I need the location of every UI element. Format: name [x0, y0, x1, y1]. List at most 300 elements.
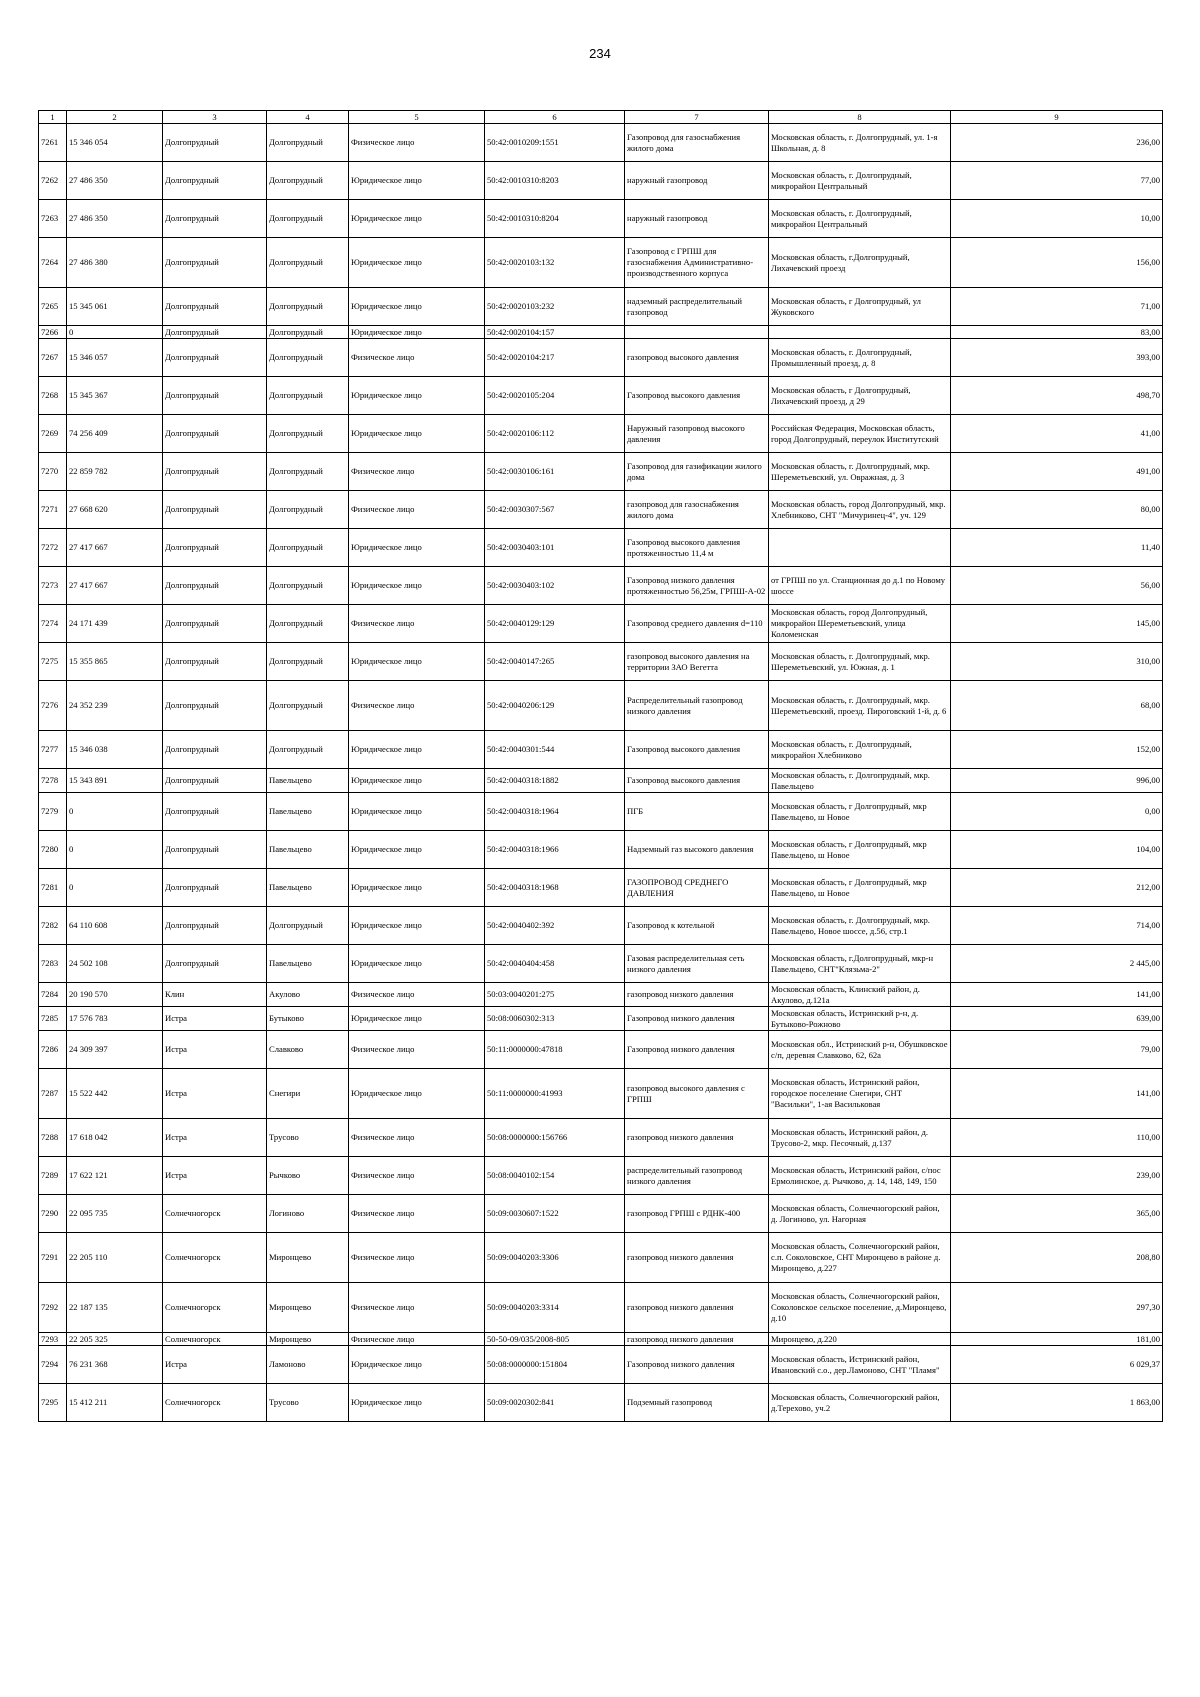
code-cell: 0 [67, 869, 163, 907]
owner-type-cell: Физическое лицо [349, 491, 485, 529]
owner-type-cell: Юридическое лицо [349, 907, 485, 945]
object-name-cell: Газопровод высокого давления протяженностью 11,4 м [625, 529, 769, 567]
owner-type-cell: Физическое лицо [349, 983, 485, 1007]
district-cell: Долгопрудный [163, 907, 267, 945]
object-name-cell: Газопровод низкого давления [625, 1031, 769, 1069]
settlement-cell: Ламоново [267, 1346, 349, 1384]
value-cell: 2 445,00 [951, 945, 1163, 983]
district-cell: Истра [163, 1031, 267, 1069]
owner-type-cell: Физическое лицо [349, 1119, 485, 1157]
district-cell: Клин [163, 983, 267, 1007]
table-row [39, 831, 1163, 869]
settlement-cell: Миронцево [267, 1283, 349, 1333]
settlement-cell: Бутыково [267, 1007, 349, 1031]
object-name-cell: газопровод высокого давления на территории ЗАО Вегетта [625, 643, 769, 681]
district-cell: Долгопрудный [163, 731, 267, 769]
code-cell: 15 412 211 [67, 1384, 163, 1422]
address-cell: Московская область, г. Долгопрудный, ул. 1-я Школьная, д. 8 [769, 124, 951, 162]
table-row [39, 1333, 1163, 1346]
district-cell: Солнечногорск [163, 1233, 267, 1283]
value-cell: 145,00 [951, 605, 1163, 643]
table-row [39, 1195, 1163, 1233]
value-cell: 491,00 [951, 453, 1163, 491]
code-cell: 15 346 038 [67, 731, 163, 769]
row-number-cell: 7285 [39, 1007, 67, 1031]
settlement-cell: Долгопрудный [267, 238, 349, 288]
object-name-cell: Газопровод с ГРПШ для газоснабжения Административно-производственного корпуса [625, 238, 769, 288]
registry-table [38, 110, 1163, 1422]
district-cell: Долгопрудный [163, 643, 267, 681]
row-number-cell: 7283 [39, 945, 67, 983]
code-cell: 27 417 667 [67, 567, 163, 605]
column-header: 4 [267, 111, 349, 124]
district-cell: Долгопрудный [163, 567, 267, 605]
table-row [39, 869, 1163, 907]
object-name-cell: Подземный газопровод [625, 1384, 769, 1422]
column-header: 3 [163, 111, 267, 124]
table-row [39, 288, 1163, 326]
settlement-cell: Миронцево [267, 1333, 349, 1346]
value-cell: 1 863,00 [951, 1384, 1163, 1422]
address-cell: Московская область, Истринский район, с/пос Ермолинское, д. Рычково, д. 14, 148, 149, 150 [769, 1157, 951, 1195]
address-cell: Московская область, г. Долгопрудный, мкр. Павельцево, Новое шоссе, д.56, стр.1 [769, 907, 951, 945]
settlement-cell: Долгопрудный [267, 529, 349, 567]
cadastral-number-cell: 50:09:0040203:3306 [485, 1233, 625, 1283]
code-cell: 15 345 061 [67, 288, 163, 326]
column-header: 1 [39, 111, 67, 124]
address-cell: Московская область, г Долгопрудный, мкр Павельцево, ш Новое [769, 869, 951, 907]
settlement-cell: Долгопрудный [267, 162, 349, 200]
row-number-cell: 7286 [39, 1031, 67, 1069]
owner-type-cell: Юридическое лицо [349, 415, 485, 453]
address-cell: Московская область, Истринский район, городское поселение Снегири, СНТ "Васильки", 1-ая Васильковая [769, 1069, 951, 1119]
table-header [39, 111, 1163, 124]
settlement-cell: Долгопрудный [267, 907, 349, 945]
address-cell: от ГРПШ по ул. Станционная до д.1 по Новому шоссе [769, 567, 951, 605]
owner-type-cell: Юридическое лицо [349, 831, 485, 869]
cadastral-number-cell: 50:42:0040402:392 [485, 907, 625, 945]
address-cell: Московская область, Солнечногорский район, с.п. Соколовское, СНТ Миронцево в районе д. Миронцево, д.227 [769, 1233, 951, 1283]
address-cell: Московская область, г Долгопрудный, ул Жуковского [769, 288, 951, 326]
value-cell: 498,70 [951, 377, 1163, 415]
owner-type-cell: Физическое лицо [349, 1283, 485, 1333]
cadastral-number-cell: 50:42:0040129:129 [485, 605, 625, 643]
district-cell: Истра [163, 1007, 267, 1031]
address-cell: Московская область, г Долгопрудный, Лихачевский проезд, д 29 [769, 377, 951, 415]
table-row [39, 1031, 1163, 1069]
address-cell: Московская область, Истринский р-н, д. Бутыково-Рожново [769, 1007, 951, 1031]
settlement-cell: Долгопрудный [267, 326, 349, 339]
row-number-cell: 7293 [39, 1333, 67, 1346]
cadastral-number-cell: 50:42:0030307:567 [485, 491, 625, 529]
code-cell: 15 343 891 [67, 769, 163, 793]
column-header: 6 [485, 111, 625, 124]
cadastral-number-cell: 50:42:0040318:1964 [485, 793, 625, 831]
object-name-cell: Газопровод для газификации жилого дома [625, 453, 769, 491]
value-cell: 10,00 [951, 200, 1163, 238]
address-cell: Миронцево, д.220 [769, 1333, 951, 1346]
owner-type-cell: Юридическое лицо [349, 529, 485, 567]
object-name-cell: Газопровод высокого давления [625, 769, 769, 793]
settlement-cell: Логиново [267, 1195, 349, 1233]
settlement-cell: Долгопрудный [267, 731, 349, 769]
object-name-cell: надземный распределительный газопровод [625, 288, 769, 326]
object-name-cell: газопровод низкого давления [625, 983, 769, 1007]
district-cell: Долгопрудный [163, 769, 267, 793]
code-cell: 15 355 865 [67, 643, 163, 681]
district-cell: Истра [163, 1157, 267, 1195]
owner-type-cell: Юридическое лицо [349, 238, 485, 288]
code-cell: 17 576 783 [67, 1007, 163, 1031]
settlement-cell: Славково [267, 1031, 349, 1069]
settlement-cell: Рычково [267, 1157, 349, 1195]
address-cell: Московская область, г Долгопрудный, мкр Павельцево, ш Новое [769, 831, 951, 869]
table-row [39, 238, 1163, 288]
table-row [39, 1069, 1163, 1119]
settlement-cell: Трусово [267, 1119, 349, 1157]
address-cell [769, 529, 951, 567]
table-row [39, 1157, 1163, 1195]
cadastral-number-cell: 50:42:0040318:1882 [485, 769, 625, 793]
settlement-cell: Долгопрудный [267, 339, 349, 377]
address-cell [769, 326, 951, 339]
value-cell: 11,40 [951, 529, 1163, 567]
settlement-cell: Долгопрудный [267, 453, 349, 491]
owner-type-cell: Физическое лицо [349, 124, 485, 162]
table-row [39, 162, 1163, 200]
district-cell: Долгопрудный [163, 326, 267, 339]
address-cell: Российская Федерация, Московская область, город Долгопрудный, переулок Институтский [769, 415, 951, 453]
district-cell: Солнечногорск [163, 1333, 267, 1346]
owner-type-cell: Юридическое лицо [349, 869, 485, 907]
cadastral-number-cell: 50:42:0020104:157 [485, 326, 625, 339]
district-cell: Долгопрудный [163, 415, 267, 453]
code-cell: 0 [67, 326, 163, 339]
address-cell: Московская область, г. Долгопрудный, мкр. Шереметьевский, ул. Южная, д. 1 [769, 643, 951, 681]
row-number-cell: 7282 [39, 907, 67, 945]
table-row [39, 643, 1163, 681]
value-cell: 156,00 [951, 238, 1163, 288]
district-cell: Долгопрудный [163, 339, 267, 377]
code-cell: 15 345 367 [67, 377, 163, 415]
object-name-cell: Газовая распределительная сеть низкого давления [625, 945, 769, 983]
district-cell: Истра [163, 1069, 267, 1119]
code-cell: 24 502 108 [67, 945, 163, 983]
settlement-cell: Трусово [267, 1384, 349, 1422]
code-cell: 24 352 239 [67, 681, 163, 731]
object-name-cell: Распределительный газопровод низкого давления [625, 681, 769, 731]
table-row [39, 731, 1163, 769]
settlement-cell: Павельцево [267, 769, 349, 793]
object-name-cell: Газопровод высокого давления [625, 377, 769, 415]
owner-type-cell: Юридическое лицо [349, 162, 485, 200]
owner-type-cell: Юридическое лицо [349, 793, 485, 831]
row-number-cell: 7278 [39, 769, 67, 793]
code-cell: 27 486 350 [67, 200, 163, 238]
district-cell: Долгопрудный [163, 491, 267, 529]
row-number-cell: 7280 [39, 831, 67, 869]
value-cell: 393,00 [951, 339, 1163, 377]
column-header: 2 [67, 111, 163, 124]
object-name-cell: газопровод ГРПШ с РДНК-400 [625, 1195, 769, 1233]
address-cell: Московская область, г Долгопрудный, мкр Павельцево, ш Новое [769, 793, 951, 831]
value-cell: 0,00 [951, 793, 1163, 831]
address-cell: Московская область, Солнечногорский район, д.Терехово, уч.2 [769, 1384, 951, 1422]
object-name-cell: Газопровод для газоснабжения жилого дома [625, 124, 769, 162]
object-name-cell: Наружный газопровод высокого давления [625, 415, 769, 453]
table-row [39, 339, 1163, 377]
address-cell: Московская область, г. Долгопрудный, микрорайон Центральный [769, 200, 951, 238]
value-cell: 110,00 [951, 1119, 1163, 1157]
code-cell: 22 187 135 [67, 1283, 163, 1333]
object-name-cell: Надземный газ высокого давления [625, 831, 769, 869]
value-cell: 212,00 [951, 869, 1163, 907]
table-row [39, 1233, 1163, 1283]
table-row [39, 945, 1163, 983]
column-header: 7 [625, 111, 769, 124]
page-number: 234 [589, 46, 611, 61]
owner-type-cell: Юридическое лицо [349, 731, 485, 769]
district-cell: Долгопрудный [163, 453, 267, 491]
cadastral-number-cell: 50:08:0040102:154 [485, 1157, 625, 1195]
settlement-cell: Павельцево [267, 869, 349, 907]
value-cell: 365,00 [951, 1195, 1163, 1233]
code-cell: 24 171 439 [67, 605, 163, 643]
column-number-row [39, 111, 1163, 124]
settlement-cell: Долгопрудный [267, 605, 349, 643]
table-row [39, 377, 1163, 415]
settlement-cell: Павельцево [267, 793, 349, 831]
table-row [39, 326, 1163, 339]
cadastral-number-cell: 50:08:0000000:151804 [485, 1346, 625, 1384]
code-cell: 22 205 110 [67, 1233, 163, 1283]
table-row [39, 529, 1163, 567]
settlement-cell: Павельцево [267, 945, 349, 983]
address-cell: Московская область, г.Долгопрудный, мкр-н Павельцево, СНТ"Клязьма-2" [769, 945, 951, 983]
value-cell: 83,00 [951, 326, 1163, 339]
row-number-cell: 7270 [39, 453, 67, 491]
owner-type-cell: Физическое лицо [349, 453, 485, 491]
table-row [39, 567, 1163, 605]
object-name-cell: Газопровод низкого давления [625, 1007, 769, 1031]
code-cell: 22 095 735 [67, 1195, 163, 1233]
address-cell: Московская область, г. Долгопрудный, мкр. Шереметьевский, ул. Овражная, д. 3 [769, 453, 951, 491]
table-row [39, 605, 1163, 643]
code-cell: 22 859 782 [67, 453, 163, 491]
cadastral-number-cell: 50:08:0000000:156766 [485, 1119, 625, 1157]
owner-type-cell: Физическое лицо [349, 1031, 485, 1069]
settlement-cell: Акулово [267, 983, 349, 1007]
row-number-cell: 7265 [39, 288, 67, 326]
row-number-cell: 7281 [39, 869, 67, 907]
column-header: 5 [349, 111, 485, 124]
cadastral-number-cell: 50:42:0040206:129 [485, 681, 625, 731]
object-name-cell: Газопровод среднего давления d=110 [625, 605, 769, 643]
row-number-cell: 7290 [39, 1195, 67, 1233]
district-cell: Долгопрудный [163, 124, 267, 162]
address-cell: Московская область, г.Долгопрудный, Лихачевский проезд [769, 238, 951, 288]
code-cell: 22 205 325 [67, 1333, 163, 1346]
table-body [39, 124, 1163, 1422]
code-cell: 15 346 057 [67, 339, 163, 377]
address-cell: Московская область, Истринский район, Ивановский с.о., дер.Ламоново, СНТ "Пламя" [769, 1346, 951, 1384]
settlement-cell: Долгопрудный [267, 681, 349, 731]
settlement-cell: Снегири [267, 1069, 349, 1119]
district-cell: Солнечногорск [163, 1195, 267, 1233]
code-cell: 24 309 397 [67, 1031, 163, 1069]
district-cell: Долгопрудный [163, 793, 267, 831]
object-name-cell: наружный газопровод [625, 200, 769, 238]
value-cell: 996,00 [951, 769, 1163, 793]
value-cell: 714,00 [951, 907, 1163, 945]
table-row [39, 1346, 1163, 1384]
object-name-cell: газопровод высокого давления [625, 339, 769, 377]
row-number-cell: 7284 [39, 983, 67, 1007]
settlement-cell: Долгопрудный [267, 124, 349, 162]
owner-type-cell: Юридическое лицо [349, 643, 485, 681]
row-number-cell: 7263 [39, 200, 67, 238]
cadastral-number-cell: 50:42:0040318:1968 [485, 869, 625, 907]
owner-type-cell: Юридическое лицо [349, 567, 485, 605]
district-cell: Долгопрудный [163, 681, 267, 731]
table-row [39, 983, 1163, 1007]
code-cell: 27 417 667 [67, 529, 163, 567]
district-cell: Долгопрудный [163, 605, 267, 643]
address-cell: Московская область, город Долгопрудный, микрорайон Шереметьевский, улица Коломенская [769, 605, 951, 643]
district-cell: Долгопрудный [163, 288, 267, 326]
cadastral-number-cell: 50:42:0010310:8204 [485, 200, 625, 238]
value-cell: 6 029,37 [951, 1346, 1163, 1384]
value-cell: 141,00 [951, 983, 1163, 1007]
address-cell: Московская область, Солнечногорский район, Соколовское сельское поселение, д.Миронцево, д.10 [769, 1283, 951, 1333]
settlement-cell: Долгопрудный [267, 377, 349, 415]
row-number-cell: 7275 [39, 643, 67, 681]
object-name-cell: распределительный газопровод низкого давления [625, 1157, 769, 1195]
address-cell: Московская область, Истринский район, д. Трусово-2, мкр. Песочный, д.137 [769, 1119, 951, 1157]
district-cell: Долгопрудный [163, 529, 267, 567]
table-row [39, 681, 1163, 731]
row-number-cell: 7294 [39, 1346, 67, 1384]
address-cell: Московская обл., Истринский р-н, Обушковское с/п, деревня Славково, 62, 62а [769, 1031, 951, 1069]
cadastral-number-cell: 50:42:0030403:102 [485, 567, 625, 605]
object-name-cell: ПГБ [625, 793, 769, 831]
table-row [39, 453, 1163, 491]
settlement-cell: Долгопрудный [267, 288, 349, 326]
object-name-cell: Газопровод низкого давления протяженностью 56,25м, ГРПШ-А-02 [625, 567, 769, 605]
row-number-cell: 7268 [39, 377, 67, 415]
cadastral-number-cell: 50:09:0030607:1522 [485, 1195, 625, 1233]
value-cell: 77,00 [951, 162, 1163, 200]
row-number-cell: 7264 [39, 238, 67, 288]
value-cell: 141,00 [951, 1069, 1163, 1119]
value-cell: 56,00 [951, 567, 1163, 605]
code-cell: 20 190 570 [67, 983, 163, 1007]
address-cell: Московская область, город Долгопрудный, мкр. Хлебниково, СНТ "Мичуринец-4", уч. 129 [769, 491, 951, 529]
cadastral-number-cell: 50:09:0020302:841 [485, 1384, 625, 1422]
object-name-cell: наружный газопровод [625, 162, 769, 200]
owner-type-cell: Физическое лицо [349, 605, 485, 643]
table-row [39, 1007, 1163, 1031]
settlement-cell: Долгопрудный [267, 567, 349, 605]
value-cell: 152,00 [951, 731, 1163, 769]
code-cell: 15 346 054 [67, 124, 163, 162]
owner-type-cell: Физическое лицо [349, 1157, 485, 1195]
object-name-cell: газопровод низкого давления [625, 1333, 769, 1346]
code-cell: 17 618 042 [67, 1119, 163, 1157]
district-cell: Долгопрудный [163, 200, 267, 238]
code-cell: 0 [67, 793, 163, 831]
table-row [39, 907, 1163, 945]
owner-type-cell: Физическое лицо [349, 1195, 485, 1233]
owner-type-cell: Юридическое лицо [349, 200, 485, 238]
settlement-cell: Долгопрудный [267, 643, 349, 681]
owner-type-cell: Юридическое лицо [349, 1346, 485, 1384]
row-number-cell: 7289 [39, 1157, 67, 1195]
cadastral-number-cell: 50:42:0020106:112 [485, 415, 625, 453]
row-number-cell: 7272 [39, 529, 67, 567]
owner-type-cell: Юридическое лицо [349, 326, 485, 339]
column-header: 9 [951, 111, 1163, 124]
table-row [39, 200, 1163, 238]
district-cell: Долгопрудный [163, 945, 267, 983]
code-cell: 15 522 442 [67, 1069, 163, 1119]
row-number-cell: 7277 [39, 731, 67, 769]
owner-type-cell: Юридическое лицо [349, 945, 485, 983]
table-row [39, 491, 1163, 529]
owner-type-cell: Юридическое лицо [349, 769, 485, 793]
row-number-cell: 7267 [39, 339, 67, 377]
address-cell: Московская область, г. Долгопрудный, Промышленный проезд, д. 8 [769, 339, 951, 377]
address-cell: Московская область, г. Долгопрудный, микрорайон Хлебниково [769, 731, 951, 769]
table-row [39, 793, 1163, 831]
cadastral-number-cell: 50:42:0010310:8203 [485, 162, 625, 200]
code-cell: 0 [67, 831, 163, 869]
row-number-cell: 7288 [39, 1119, 67, 1157]
cadastral-number-cell: 50:11:0000000:41993 [485, 1069, 625, 1119]
cadastral-number-cell: 50:42:0030403:101 [485, 529, 625, 567]
table-row [39, 1119, 1163, 1157]
row-number-cell: 7295 [39, 1384, 67, 1422]
owner-type-cell: Физическое лицо [349, 339, 485, 377]
table-row [39, 1384, 1163, 1422]
row-number-cell: 7279 [39, 793, 67, 831]
column-header: 8 [769, 111, 951, 124]
owner-type-cell: Физическое лицо [349, 681, 485, 731]
owner-type-cell: Юридическое лицо [349, 288, 485, 326]
cadastral-number-cell: 50:42:0030106:161 [485, 453, 625, 491]
code-cell: 27 668 620 [67, 491, 163, 529]
value-cell: 297,30 [951, 1283, 1163, 1333]
value-cell: 68,00 [951, 681, 1163, 731]
address-cell: Московская область, г. Долгопрудный, микрорайон Центральный [769, 162, 951, 200]
object-name-cell: газопровод низкого давления [625, 1119, 769, 1157]
cadastral-number-cell: 50:42:0040301:544 [485, 731, 625, 769]
cadastral-number-cell: 50:11:0000000:47818 [485, 1031, 625, 1069]
code-cell: 27 486 350 [67, 162, 163, 200]
district-cell: Истра [163, 1119, 267, 1157]
table-row [39, 124, 1163, 162]
row-number-cell: 7273 [39, 567, 67, 605]
row-number-cell: 7266 [39, 326, 67, 339]
object-name-cell: Газопровод высокого давления [625, 731, 769, 769]
owner-type-cell: Юридическое лицо [349, 1007, 485, 1031]
row-number-cell: 7274 [39, 605, 67, 643]
district-cell: Истра [163, 1346, 267, 1384]
object-name-cell: Газопровод к котельной [625, 907, 769, 945]
address-cell: Московская область, г. Долгопрудный, мкр. Павельцево [769, 769, 951, 793]
owner-type-cell: Юридическое лицо [349, 1069, 485, 1119]
cadastral-number-cell: 50:08:0060302:313 [485, 1007, 625, 1031]
